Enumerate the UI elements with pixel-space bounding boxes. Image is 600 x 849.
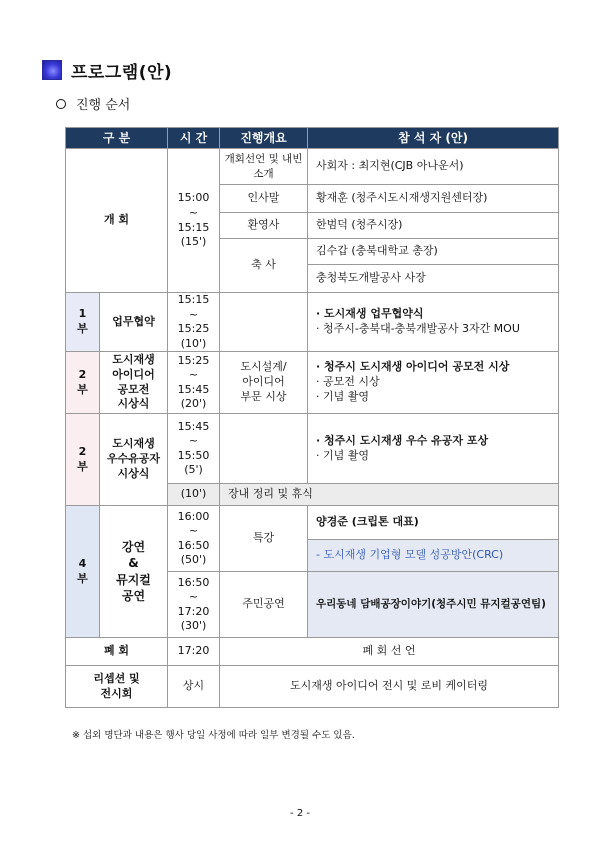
footnote: ※ 섭외 명단과 내용은 행사 당일 사정에 따라 일부 변경될 수도 있음. [72,730,355,741]
part2a-number: 2 부 [66,352,100,414]
header-outline: 진행개요 [220,128,308,149]
part2a-time: 15:25 ~ 15:45 (20') [168,352,220,414]
part2b-number: 2 부 [66,414,100,506]
lecture-time: 16:00 ~ 16:50 (50') [168,506,220,572]
show-time: 16:50 ~ 17:20 (30') [168,572,220,638]
part2b-detail: · 청주시 도시재생 우수 유공자 포상 · 기념 촬영 [308,414,559,484]
opening-person: 충청북도개발공사 사장 [308,265,559,293]
table-row [66,149,559,185]
reception-time: 상시 [168,666,220,708]
part4-number: 4 부 [66,506,100,638]
header-attendees: 참 석 자 (안) [308,128,559,149]
closing-label: 폐 회 [66,638,168,666]
opening-item: 환영사 [220,213,308,239]
table-header-row [66,128,559,149]
show-item: 주민공연 [220,572,308,638]
part1-time: 15:15 ~ 15:25 (10') [168,293,220,352]
part1-name: 업무협약 [100,293,168,352]
break-text: 장내 정리 및 휴식 [220,484,559,506]
opening-time: 15:00 ~ 15:15 (15') [168,149,220,293]
break-time: (10') [168,484,220,506]
opening-person: 한범덕 (청주시장) [308,213,559,239]
opening-item: 인사말 [220,185,308,213]
page-number: - 2 - [290,808,310,819]
title-text: 프로그램(안) [71,62,173,83]
part1-item [220,293,308,352]
part2b-name: 도시재생 우수유공자 시상식 [100,414,168,506]
opening-person: 김수갑 (충북대학교 총장) [308,239,559,265]
header-category: 구 분 [66,128,168,149]
opening-person: 사회자 : 최지현(CJB 아나운서) [308,149,559,185]
section-subtitle [56,94,130,113]
part2a-item: 도시설계/ 아이디어 부문 시상 [220,352,308,414]
table-row [66,666,559,708]
part1-detail: · 도시재생 업무협약식 · 청주시-충북대-충북개발공사 3자간 MOU [308,293,559,352]
table-row [66,352,559,414]
reception-text: 도시재생 아이디어 전시 및 로비 케이터링 [220,666,559,708]
table-row [66,638,559,666]
closing-text: 폐 회 선 언 [220,638,559,666]
circle-bullet-icon [56,99,66,109]
table-row [66,293,559,352]
opening-label: 개 회 [66,149,168,293]
opening-person: 황재훈 (청주시도시재생지원센터장) [308,185,559,213]
part2b-item [220,414,308,484]
part1-number: 1 부 [66,293,100,352]
subtitle-text: 진행 순서 [76,98,131,113]
lecture-topic: - 도시재생 기업형 모델 성공방안(CRC) [308,540,559,572]
table-row [66,414,559,484]
page-title [42,57,172,83]
reception-label: 리셉션 및 전시회 [66,666,168,708]
lecture-item: 특강 [220,506,308,572]
header-time: 시 간 [168,128,220,149]
opening-item: 축 사 [220,239,308,293]
table-row [66,506,559,540]
opening-item: 개회선언 및 내빈소개 [220,149,308,185]
part4-name: 강연 & 뮤지컬 공연 [100,506,168,638]
part2a-detail: · 청주시 도시재생 아이디어 공모전 시상 · 공모전 시상 · 기념 촬영 [308,352,559,414]
part2b-time: 15:45 ~ 15:50 (5') [168,414,220,484]
closing-time: 17:20 [168,638,220,666]
program-table [65,127,559,708]
lecture-person: 양경준 (크립톤 대표) [308,506,559,540]
show-person: 우리동네 담배공장이야기(청주시민 뮤지컬공연팀) [308,572,559,638]
part2a-name: 도시재생 아이디어 공모전 시상식 [100,352,168,414]
square-bullet-icon [42,60,62,80]
